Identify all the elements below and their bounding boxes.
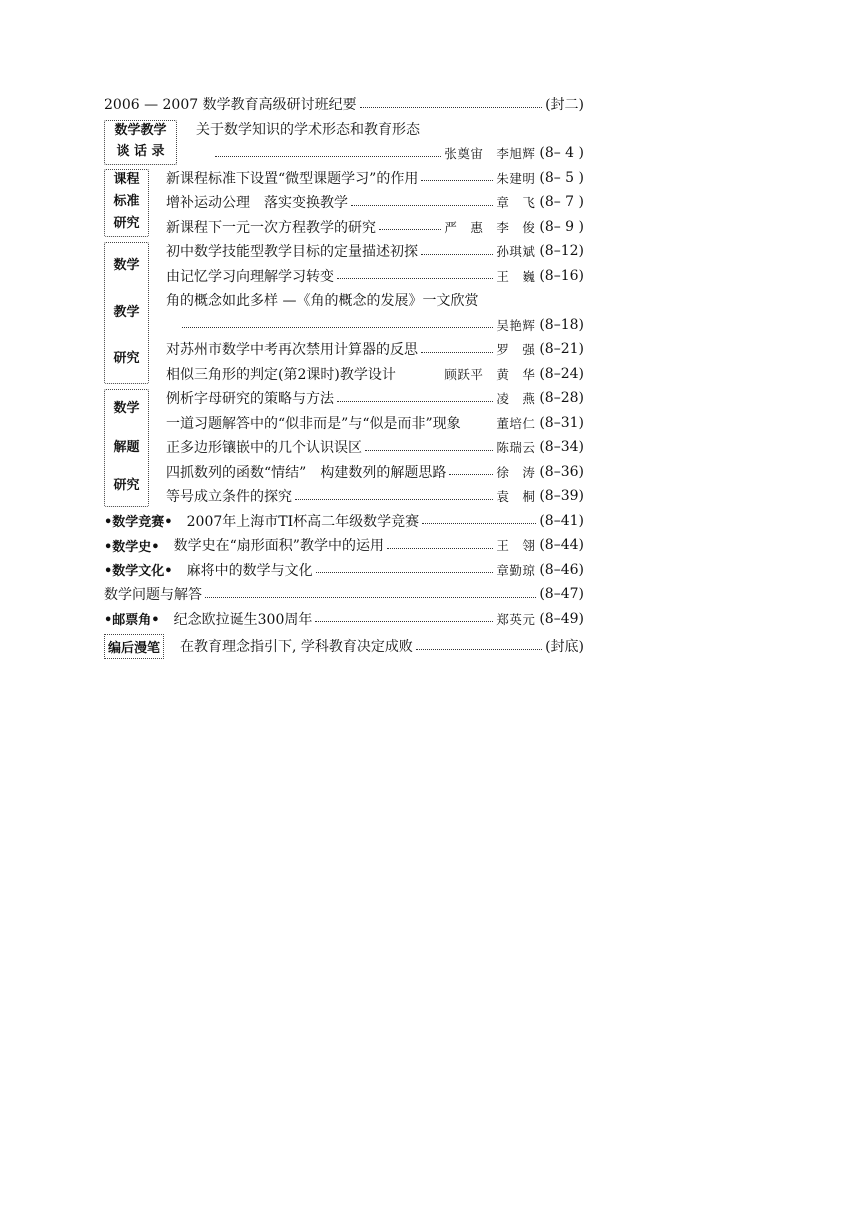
entry-title: 四抓数列的函数“情结” 构建数列的解题思路 [166,464,447,481]
entry-title: 对苏州市数学中考再次禁用计算器的反思 [166,342,418,359]
entry-author: 罗 强 [496,342,536,358]
section-label: •数学史• [104,539,160,555]
toc-entry[interactable] [104,631,584,661]
entry-author: 孙琪斌 [496,244,536,260]
toc-entry[interactable] [104,558,584,583]
toc-entry[interactable] [104,92,584,117]
entry-title: 角的概念如此多样 —《角的概念的发展》一文欣赏 [166,293,479,310]
entry-title: 相似三角形的判定(第2课时)教学设计 [166,366,396,383]
toc-entry[interactable] [104,215,584,240]
leader-dots [337,278,493,279]
section-label-line: 研究 [113,216,140,232]
entry-author: 董培仁 [496,415,536,431]
entry-author: 章勤琼 [496,562,536,578]
entry-title: 例析字母研究的策略与方法 [166,391,334,408]
entry-page: (8–24) [539,365,584,382]
entry-title: 新课程标准下设置“微型课题学习”的作用 [166,170,419,187]
entry-title: 等号成立条件的探究 [166,489,292,506]
entry-author: 郑英元 [496,611,536,627]
leader-dots [205,597,536,598]
entry-title: 纪念欧拉诞生300周年 [173,611,313,628]
toc-entry[interactable] [104,239,584,264]
leader-dots [421,254,493,255]
entry-title: 数学问题与解答 [104,587,202,604]
entry-page: (封底) [545,639,584,655]
entry-page: (8– 9 ) [539,218,584,235]
section-label-line: 数学 [113,400,140,416]
entry-title: 数学史在“扇形面积”教学中的运用 [173,538,384,555]
entry-author: 章 飞 [496,195,536,211]
toc-entry[interactable] [104,582,584,607]
toc-entry-continuation[interactable] [104,141,584,166]
entry-title: 麻将中的数学与文化 [186,562,313,579]
section-label-line: 标准 [113,194,140,210]
table-of-contents [104,92,584,661]
section-teaching-talks [104,117,584,166]
section-label-line: 研究 [113,351,140,367]
toc-entry[interactable] [104,362,584,387]
section-label-line: 研究 [113,478,140,494]
toc-entry[interactable] [104,484,584,509]
toc-entry[interactable] [104,411,584,436]
entry-page: (8–12) [539,243,584,260]
entry-page: (8– 4 ) [539,145,584,162]
toc-entry[interactable] [104,435,584,460]
section-teaching-research [104,239,584,386]
entry-title: 增补运动公理 落实变换教学 [166,195,348,212]
toc-entry[interactable] [104,337,584,362]
leader-dots [182,327,493,328]
section-label: •数学文化• [104,564,173,580]
entry-author: 凌 燕 [496,391,536,407]
entry-author: 徐 涛 [496,464,536,480]
leader-dots [315,621,493,622]
entry-title: 由记忆学习向理解学习转变 [166,268,334,285]
section-label-line: 数学教学 [114,122,167,138]
leader-dots [421,180,493,181]
toc-entry[interactable] [104,509,584,534]
entry-author: 王 巍 [496,268,536,284]
entry-page: (8–47) [539,586,584,603]
entry-author: 严 惠 李 俊 [444,219,536,235]
leader-dots [360,107,542,108]
section-label: •数学竞赛• [104,515,173,531]
leader-dots [316,572,494,573]
entry-author: 张奠宙 李旭辉 [444,146,536,162]
entry-page: (8– 5 ) [539,169,584,186]
section-label-line: 数学 [113,257,140,273]
entry-page: (8–41) [539,512,584,529]
leader-dots [449,474,493,475]
leader-dots [295,499,493,500]
entry-author: 朱建明 [496,170,536,186]
entry-title: 2007年上海市TI杯高二年级数学竞赛 [186,513,420,530]
entry-title: 新课程下一元一次方程教学的研究 [166,219,376,236]
section-label-line: 课程 [113,172,140,188]
entry-page: (8–18) [539,316,584,333]
leader-dots [337,401,493,402]
toc-entry[interactable] [104,533,584,558]
toc-entry[interactable] [104,460,584,485]
entry-title: 正多边形镶嵌中的几个认识误区 [166,440,362,457]
toc-entry-continuation[interactable] [104,313,584,338]
leader-dots [351,205,493,206]
entry-author: 吴艳辉 [496,317,536,333]
toc-entry[interactable] [104,166,584,191]
section-label-box: 编后漫笔 [104,634,164,659]
entry-page: (8–39) [539,488,584,505]
toc-entry[interactable] [104,607,584,632]
entry-title: 在教育理念指引下, 学科教育决定成败 [180,639,413,655]
entry-page: (8–46) [539,561,584,578]
entry-page: (8–28) [539,390,584,407]
entry-page: (8–16) [539,267,584,284]
section-label-line: 教学 [113,304,140,320]
entry-page: (8–36) [539,463,584,480]
toc-entry[interactable] [104,264,584,289]
entry-title: 关于数学知识的学术形态和教育形态 [196,121,420,138]
entry-title: 2006 — 2007 数学教育高级研讨班纪要 [104,97,357,114]
entry-page: (8– 7 ) [539,194,584,211]
entry-title: 一道习题解答中的“似非而是”与“似是而非”现象 [166,415,461,432]
entry-author: 陈瑞云 [496,440,536,456]
leader-dots [387,548,493,549]
section-curriculum-research [104,166,584,240]
entry-page: (8–49) [539,610,584,627]
leader-dots [215,156,441,157]
entry-author: 顾跃平 黄 华 [444,366,536,382]
entry-page: (8–21) [539,341,584,358]
leader-dots [379,229,441,230]
section-label-line: 谈 话 录 [116,144,165,160]
leader-dots [422,523,536,524]
entry-author: 袁 桐 [496,489,536,505]
leader-dots [421,352,493,353]
toc-entry[interactable] [104,386,584,411]
leader-dots [365,450,493,451]
section-problem-solving-research [104,386,584,509]
entry-author: 王 翎 [496,538,536,554]
entry-page: (8–31) [539,414,584,431]
entry-title: 初中数学技能型教学目标的定量描述初探 [166,244,418,261]
section-label-line: 解题 [113,439,140,455]
toc-entry[interactable] [104,288,584,313]
toc-entry[interactable] [104,190,584,215]
entry-page: (8–34) [539,439,584,456]
entry-page: (封二) [545,97,584,114]
toc-entry[interactable] [104,117,584,142]
section-label: •邮票角• [104,613,160,629]
leader-dots [416,649,542,650]
entry-page: (8–44) [539,537,584,554]
